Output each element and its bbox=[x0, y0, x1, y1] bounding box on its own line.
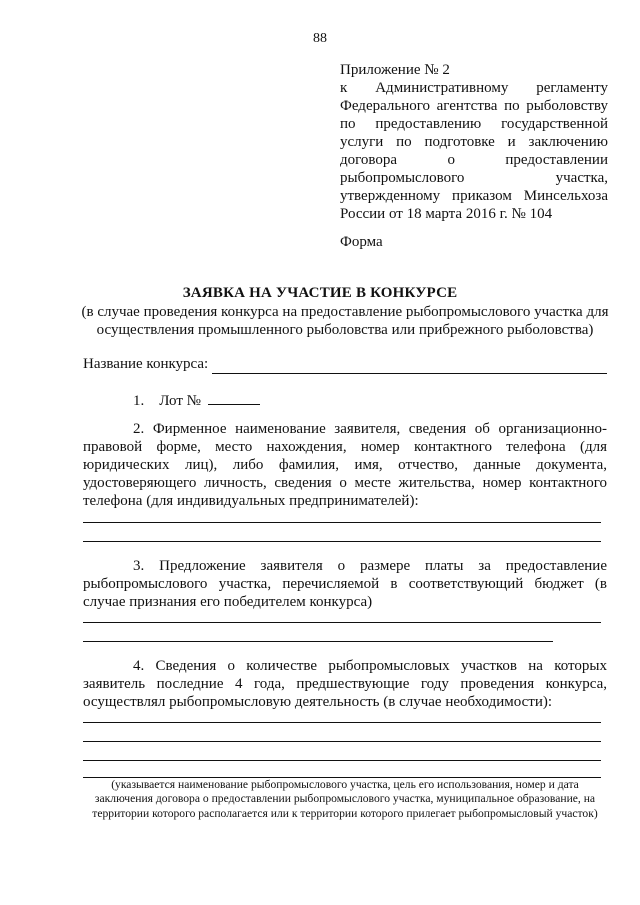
applicant-field-line[interactable] bbox=[83, 522, 601, 523]
appendix-line: утвержденному приказом Минсельхоза bbox=[340, 188, 608, 204]
section-history bbox=[83, 657, 607, 711]
appendix-line: услуги по подготовке и заключению bbox=[340, 134, 608, 150]
lot-number-field[interactable] bbox=[208, 392, 260, 405]
lot-label: Лот № bbox=[159, 393, 201, 409]
history-field-line[interactable] bbox=[83, 722, 601, 723]
history-field-line[interactable] bbox=[83, 741, 601, 742]
section-fee-offer bbox=[83, 557, 607, 611]
appendix-line: России от 18 марта 2016 г. № 104 bbox=[340, 206, 553, 222]
applicant-field-line[interactable] bbox=[83, 541, 601, 542]
appendix-line: к Административному регламенту bbox=[340, 80, 608, 96]
appendix-line: Приложение № 2 bbox=[340, 62, 450, 78]
contest-name-row bbox=[83, 356, 607, 374]
fee-offer-field-line[interactable] bbox=[83, 622, 601, 623]
appendix-line: Федерального агентства по рыболовству bbox=[340, 98, 608, 114]
form-label: Форма bbox=[340, 234, 383, 250]
contest-name-label: Название конкурса: bbox=[83, 356, 209, 372]
fee-offer-field-line[interactable] bbox=[83, 641, 553, 642]
lot-item-number: 1. bbox=[133, 393, 145, 409]
document-subtitle: (в случае проведения конкурса на предоставление рыбопромыслового участка для осуществления промышленного рыболовства или прибрежного рыболовства) bbox=[81, 304, 609, 338]
appendix-line: договора о предоставлении bbox=[340, 152, 608, 168]
section-applicant-text: 2. Фирменное наименование заявителя, сведения об организационно-правовой форме, место нахождения, номер контактного телефона (для юридических лиц), либо фамилия, имя, отчество, данные документа, удостоверяющего личность, сведения о месте жительства, номер контактного телефона (для индивидуальных предпринимателей): bbox=[83, 421, 607, 509]
section-history-text: 4. Сведения о количестве рыбопромысловых участков на которых заявитель последние 4 года, предшествующие году проведения конкурса, осуществлял рыбопромысловую деятельность (в случае необходимости): bbox=[83, 658, 607, 710]
page-number: 88 bbox=[313, 31, 327, 46]
footnote: (указывается наименование рыбопромыслового участка, цель его использования, номер и дата заключения договора о предоставлении рыбопромыслового участка, муниципальное образование, на территории которого располагается или к территории которого прилегает рыбопромысловый участок) bbox=[92, 778, 598, 820]
contest-name-field[interactable] bbox=[212, 359, 607, 374]
appendix-line: рыбопромыслового участка, bbox=[340, 170, 608, 186]
document-title: ЗАЯВКА НА УЧАСТИЕ В КОНКУРСЕ bbox=[182, 285, 458, 301]
section-applicant bbox=[83, 420, 607, 510]
lot-row bbox=[133, 392, 260, 411]
appendix-line: по предоставлению государственной bbox=[340, 116, 608, 132]
appendix-header bbox=[340, 61, 608, 223]
section-fee-offer-text: 3. Предложение заявителя о размере платы за предоставление рыбопромыслового участка, перечисляемой в соответствующий бюджет (в случае признания его победителем конкурса) bbox=[83, 558, 607, 610]
history-field-line[interactable] bbox=[83, 760, 601, 761]
